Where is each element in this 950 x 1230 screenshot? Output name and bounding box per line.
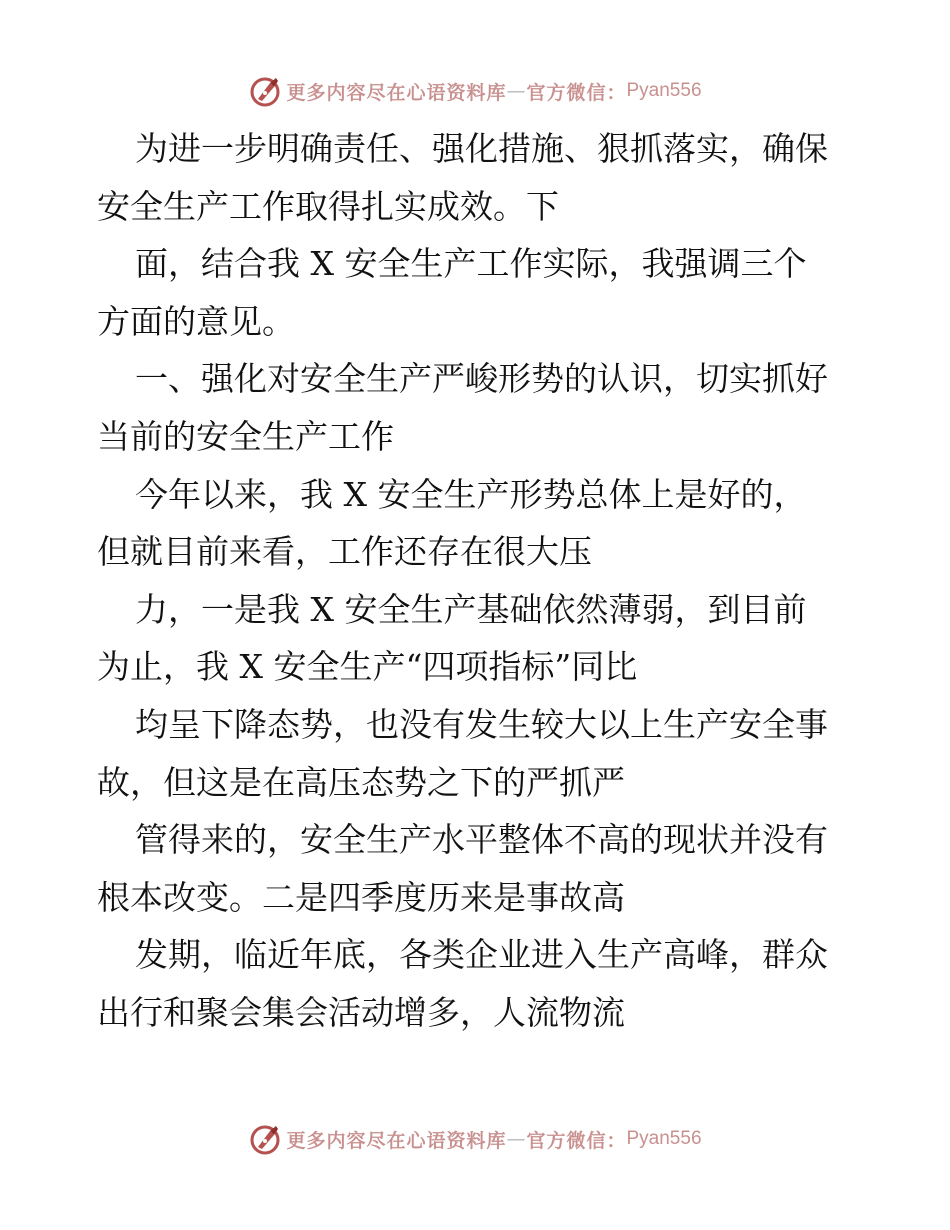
pen-nib-circle-icon: [248, 1122, 282, 1156]
document-body: [97, 120, 867, 1042]
text-line: 安全生产工作取得扎实成效。下: [97, 186, 559, 226]
text-line: 今年以来，我 X 安全生产形势总体上是好的，: [135, 474, 807, 514]
text-line: 根本改变。二是四季度历来是事故高: [97, 877, 625, 917]
text-line: 出行和聚会集会活动增多，人流物流: [97, 992, 625, 1032]
banner-dash: —: [506, 80, 527, 102]
text-line: 发期，临近年底，各类企业进入生产高峰，群众: [135, 935, 828, 975]
text-line: 故，但这是在高压态势之下的严抓严: [97, 762, 625, 802]
text-line: 力，一是我 X 安全生产基础依然薄弱，到目前: [135, 589, 807, 629]
text-line: 均呈下降态势，也没有发生较大以上生产安全事: [135, 704, 828, 744]
text-line: 为进一步明确责任、强化措施、狠抓落实，确保: [135, 129, 828, 168]
banner-wechat-label: 官方微信：: [526, 1129, 627, 1152]
footer-banner: [0, 1122, 950, 1156]
section-heading-line: 一、强化对安全生产严峻形势的认识，切实抓好: [135, 359, 828, 399]
header-banner: [0, 74, 950, 108]
banner-main-text: 更多内容尽在心语资料库: [286, 1129, 507, 1152]
text-line: 管得来的，安全生产水平整体不高的现状并没有: [135, 820, 828, 860]
text-line: 为止，我 X 安全生产“四项指标”同比: [97, 647, 638, 687]
pen-nib-circle-icon: [248, 74, 282, 108]
banner-wechat-id: Pyan556: [626, 80, 702, 101]
text-line: 面，结合我 X 安全生产工作实际，我强调三个: [135, 244, 807, 284]
banner-wechat-id: Pyan556: [626, 1128, 702, 1149]
banner-wechat-label: 官方微信：: [526, 81, 627, 104]
banner-main-text: 更多内容尽在心语资料库: [286, 81, 507, 104]
text-line: 但就目前来看，工作还存在很大压: [97, 532, 592, 572]
section-heading-line: 当前的安全生产工作: [97, 416, 394, 456]
text-line: 方面的意见。: [97, 301, 295, 341]
banner-dash: —: [506, 1128, 527, 1150]
